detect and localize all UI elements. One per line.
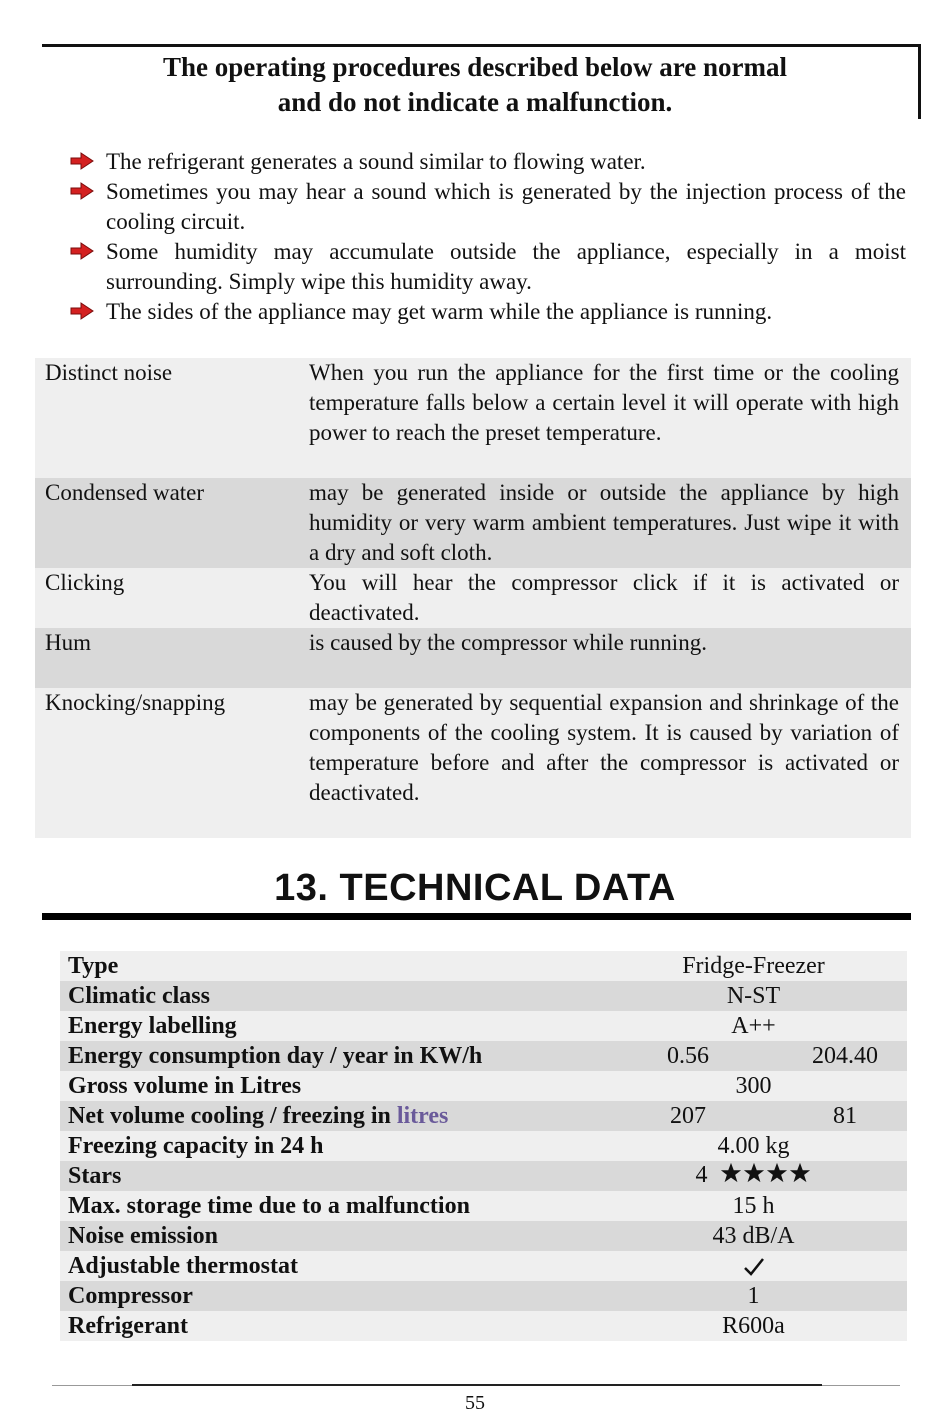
table-row <box>60 1251 907 1281</box>
table-row <box>35 478 911 568</box>
spec-label-text: Net volume cooling / freezing in <box>68 1102 397 1129</box>
table-row <box>60 1131 907 1161</box>
star-icon <box>743 1162 765 1184</box>
star-icon <box>766 1162 788 1184</box>
spec-value-year: 204.40 <box>812 1043 878 1069</box>
spec-value <box>600 1162 907 1191</box>
table-row <box>60 1011 907 1041</box>
bullet-text: The refrigerant generates a sound similar to flowing water. <box>106 149 646 174</box>
red-arrow-icon <box>70 301 94 321</box>
spec-value: 1 <box>747 1282 760 1309</box>
table-row <box>60 1161 907 1191</box>
bullet-text: The sides of the appliance may get warm while the appliance is running. <box>106 299 773 324</box>
notice-heading-line-1: The operating procedures described below are normal <box>163 52 787 82</box>
bullet-item <box>70 297 906 327</box>
spec-label: Freezing capacity in 24 h <box>68 1132 324 1159</box>
spec-value: 300 <box>735 1072 772 1099</box>
table-row <box>60 1101 907 1131</box>
spec-label: Type <box>68 952 119 979</box>
red-arrow-icon <box>70 241 94 261</box>
noise-term: Clicking <box>45 570 125 595</box>
table-row <box>60 1221 907 1251</box>
spec-label: Stars <box>68 1162 122 1189</box>
spec-value: N-ST <box>726 982 781 1009</box>
star-icon <box>789 1162 811 1184</box>
bullet-text: Sometimes you may hear a sound which is generated by the injection process of the cooling circuit. <box>106 179 906 234</box>
footer-rule <box>132 1384 822 1386</box>
spec-value-pair <box>600 1101 907 1131</box>
table-row <box>60 1041 907 1071</box>
noise-term: Condensed water <box>45 480 205 505</box>
table-row <box>60 1281 907 1311</box>
spec-label: Max. storage time due to a malfunction <box>68 1192 470 1219</box>
table-row <box>60 1071 907 1101</box>
noise-description: When you run the appliance for the first time or the cooling temperature falls below a certain level it will operate with high power to reach the preset temperature. <box>309 360 899 445</box>
spec-label: Compressor <box>68 1282 193 1309</box>
bullet-list <box>70 147 906 327</box>
table-row <box>35 568 911 628</box>
section-title: 13. TECHNICAL DATA <box>274 867 676 909</box>
spec-value: A++ <box>731 1012 776 1039</box>
noise-term: Distinct noise <box>45 360 173 385</box>
table-row <box>35 628 911 688</box>
spec-label: Energy labelling <box>68 1012 237 1039</box>
spec-value-day: 0.56 <box>667 1043 709 1069</box>
bullet-item <box>70 147 906 177</box>
spec-value: Fridge-Freezer <box>682 952 825 979</box>
spec-value-cooling: 207 <box>670 1103 706 1129</box>
spec-value: 43 dB/A <box>712 1222 795 1249</box>
spec-value: 4.00 kg <box>717 1132 790 1159</box>
table-row <box>60 981 907 1011</box>
spec-value-pair <box>600 1041 907 1071</box>
spec-label: Climatic class <box>68 982 210 1009</box>
red-arrow-icon <box>70 151 94 171</box>
bullet-text: Some humidity may accumulate outside the appliance, especially in a moist surrounding. Simply wipe this humidity away. <box>106 239 906 294</box>
star-icon <box>720 1162 742 1184</box>
spec-label: Refrigerant <box>68 1312 188 1339</box>
spec-label: Noise emission <box>68 1222 218 1249</box>
stars-value: 4 <box>695 1161 708 1188</box>
table-row <box>35 358 911 478</box>
table-row <box>60 1191 907 1221</box>
spec-value: 15 h <box>732 1192 775 1219</box>
noise-description: is caused by the compressor while running. <box>309 630 707 655</box>
noise-table <box>35 358 911 838</box>
page-number: 55 <box>465 1392 485 1414</box>
spec-label: Adjustable thermostat <box>68 1252 298 1279</box>
noise-description: may be generated inside or outside the appliance by high humidity or very warm ambient temperatures. Just wipe it with a dry and soft cloth. <box>309 480 899 565</box>
spec-value: R600a <box>722 1312 785 1339</box>
check-icon <box>743 1257 765 1277</box>
table-row <box>35 688 911 838</box>
table-row <box>60 951 907 981</box>
bullet-item <box>70 237 906 297</box>
stars-icon-group <box>720 1162 812 1191</box>
noise-description: You will hear the compressor click if it is activated or deactivated. <box>309 570 899 625</box>
section-rule <box>42 913 911 920</box>
bullet-item <box>70 177 906 237</box>
technical-data-table <box>60 951 907 1341</box>
notice-heading-line-2: and do not indicate a malfunction. <box>277 87 673 117</box>
spec-value-freezing: 81 <box>833 1103 857 1129</box>
red-arrow-icon <box>70 181 94 201</box>
spec-value <box>600 1253 907 1280</box>
spec-label: Energy consumption day / year in KW/h <box>68 1042 483 1069</box>
noise-description: may be generated by sequential expansion and shrinkage of the components of the cooling system. It is caused by variation of temperature before and after the compressor is activated or deactivated. <box>309 690 899 805</box>
table-row <box>60 1311 907 1341</box>
noise-term: Hum <box>45 630 91 655</box>
spec-label: Gross volume in Litres <box>68 1072 302 1099</box>
noise-term: Knocking/snapping <box>45 690 226 715</box>
spec-label <box>60 1103 600 1130</box>
spec-label-accent: litres <box>396 1102 449 1129</box>
